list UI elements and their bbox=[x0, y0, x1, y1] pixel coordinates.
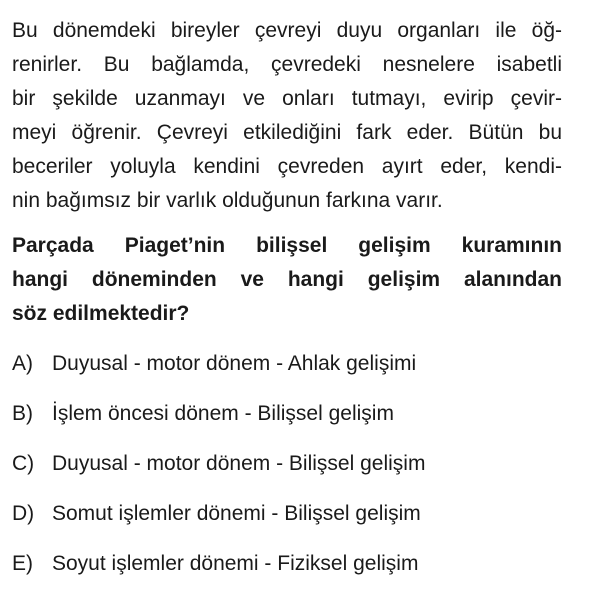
option-b[interactable] bbox=[12, 397, 572, 447]
option-text: Duyusal - motor dönem - Bilişsel gelişim bbox=[52, 452, 426, 475]
passage-line: renirler. Bu bağlamda, çevredeki nesnelere isabetli bbox=[12, 53, 562, 76]
answer-options bbox=[12, 347, 572, 597]
option-d[interactable] bbox=[12, 497, 572, 547]
option-a[interactable] bbox=[12, 347, 572, 397]
question-line: hangi döneminden ve hangi gelişim alanından bbox=[12, 268, 562, 291]
question-line: Parçada Piaget’nin bilişsel gelişim kuramının bbox=[12, 234, 562, 257]
option-letter: D) bbox=[12, 502, 35, 525]
option-text: Duyusal - motor dönem - Ahlak gelişimi bbox=[52, 352, 417, 375]
option-letter: A) bbox=[12, 352, 33, 375]
question-stem bbox=[12, 229, 562, 331]
option-text: Somut işlemler dönemi - Bilişsel gelişim bbox=[52, 502, 421, 525]
option-letter: B) bbox=[12, 402, 33, 425]
passage-text bbox=[12, 14, 562, 218]
option-text: Soyut işlemler dönemi - Fiziksel gelişim bbox=[52, 552, 419, 575]
question-line: söz edilmektedir? bbox=[12, 302, 190, 325]
option-letter: C) bbox=[12, 452, 35, 475]
passage-line: beceriler yoluyla kendini çevreden ayırt eder, kendi- bbox=[12, 155, 562, 178]
passage-line: Bu dönemdeki bireyler çevreyi duyu organları ile öğ- bbox=[12, 19, 562, 42]
passage-line: meyi öğrenir. Çevreyi etkilediğini fark eder. Bütün bu bbox=[12, 121, 562, 144]
option-letter: E) bbox=[12, 552, 33, 575]
option-text: İşlem öncesi dönem - Bilişsel gelişim bbox=[52, 402, 394, 425]
option-e[interactable] bbox=[12, 547, 572, 597]
option-c[interactable] bbox=[12, 447, 572, 497]
passage-line: nin bağımsız bir varlık olduğunun farkına varır. bbox=[12, 189, 443, 212]
passage-line: bir şekilde uzanmayı ve onları tutmayı, evirip çevir- bbox=[12, 87, 562, 110]
